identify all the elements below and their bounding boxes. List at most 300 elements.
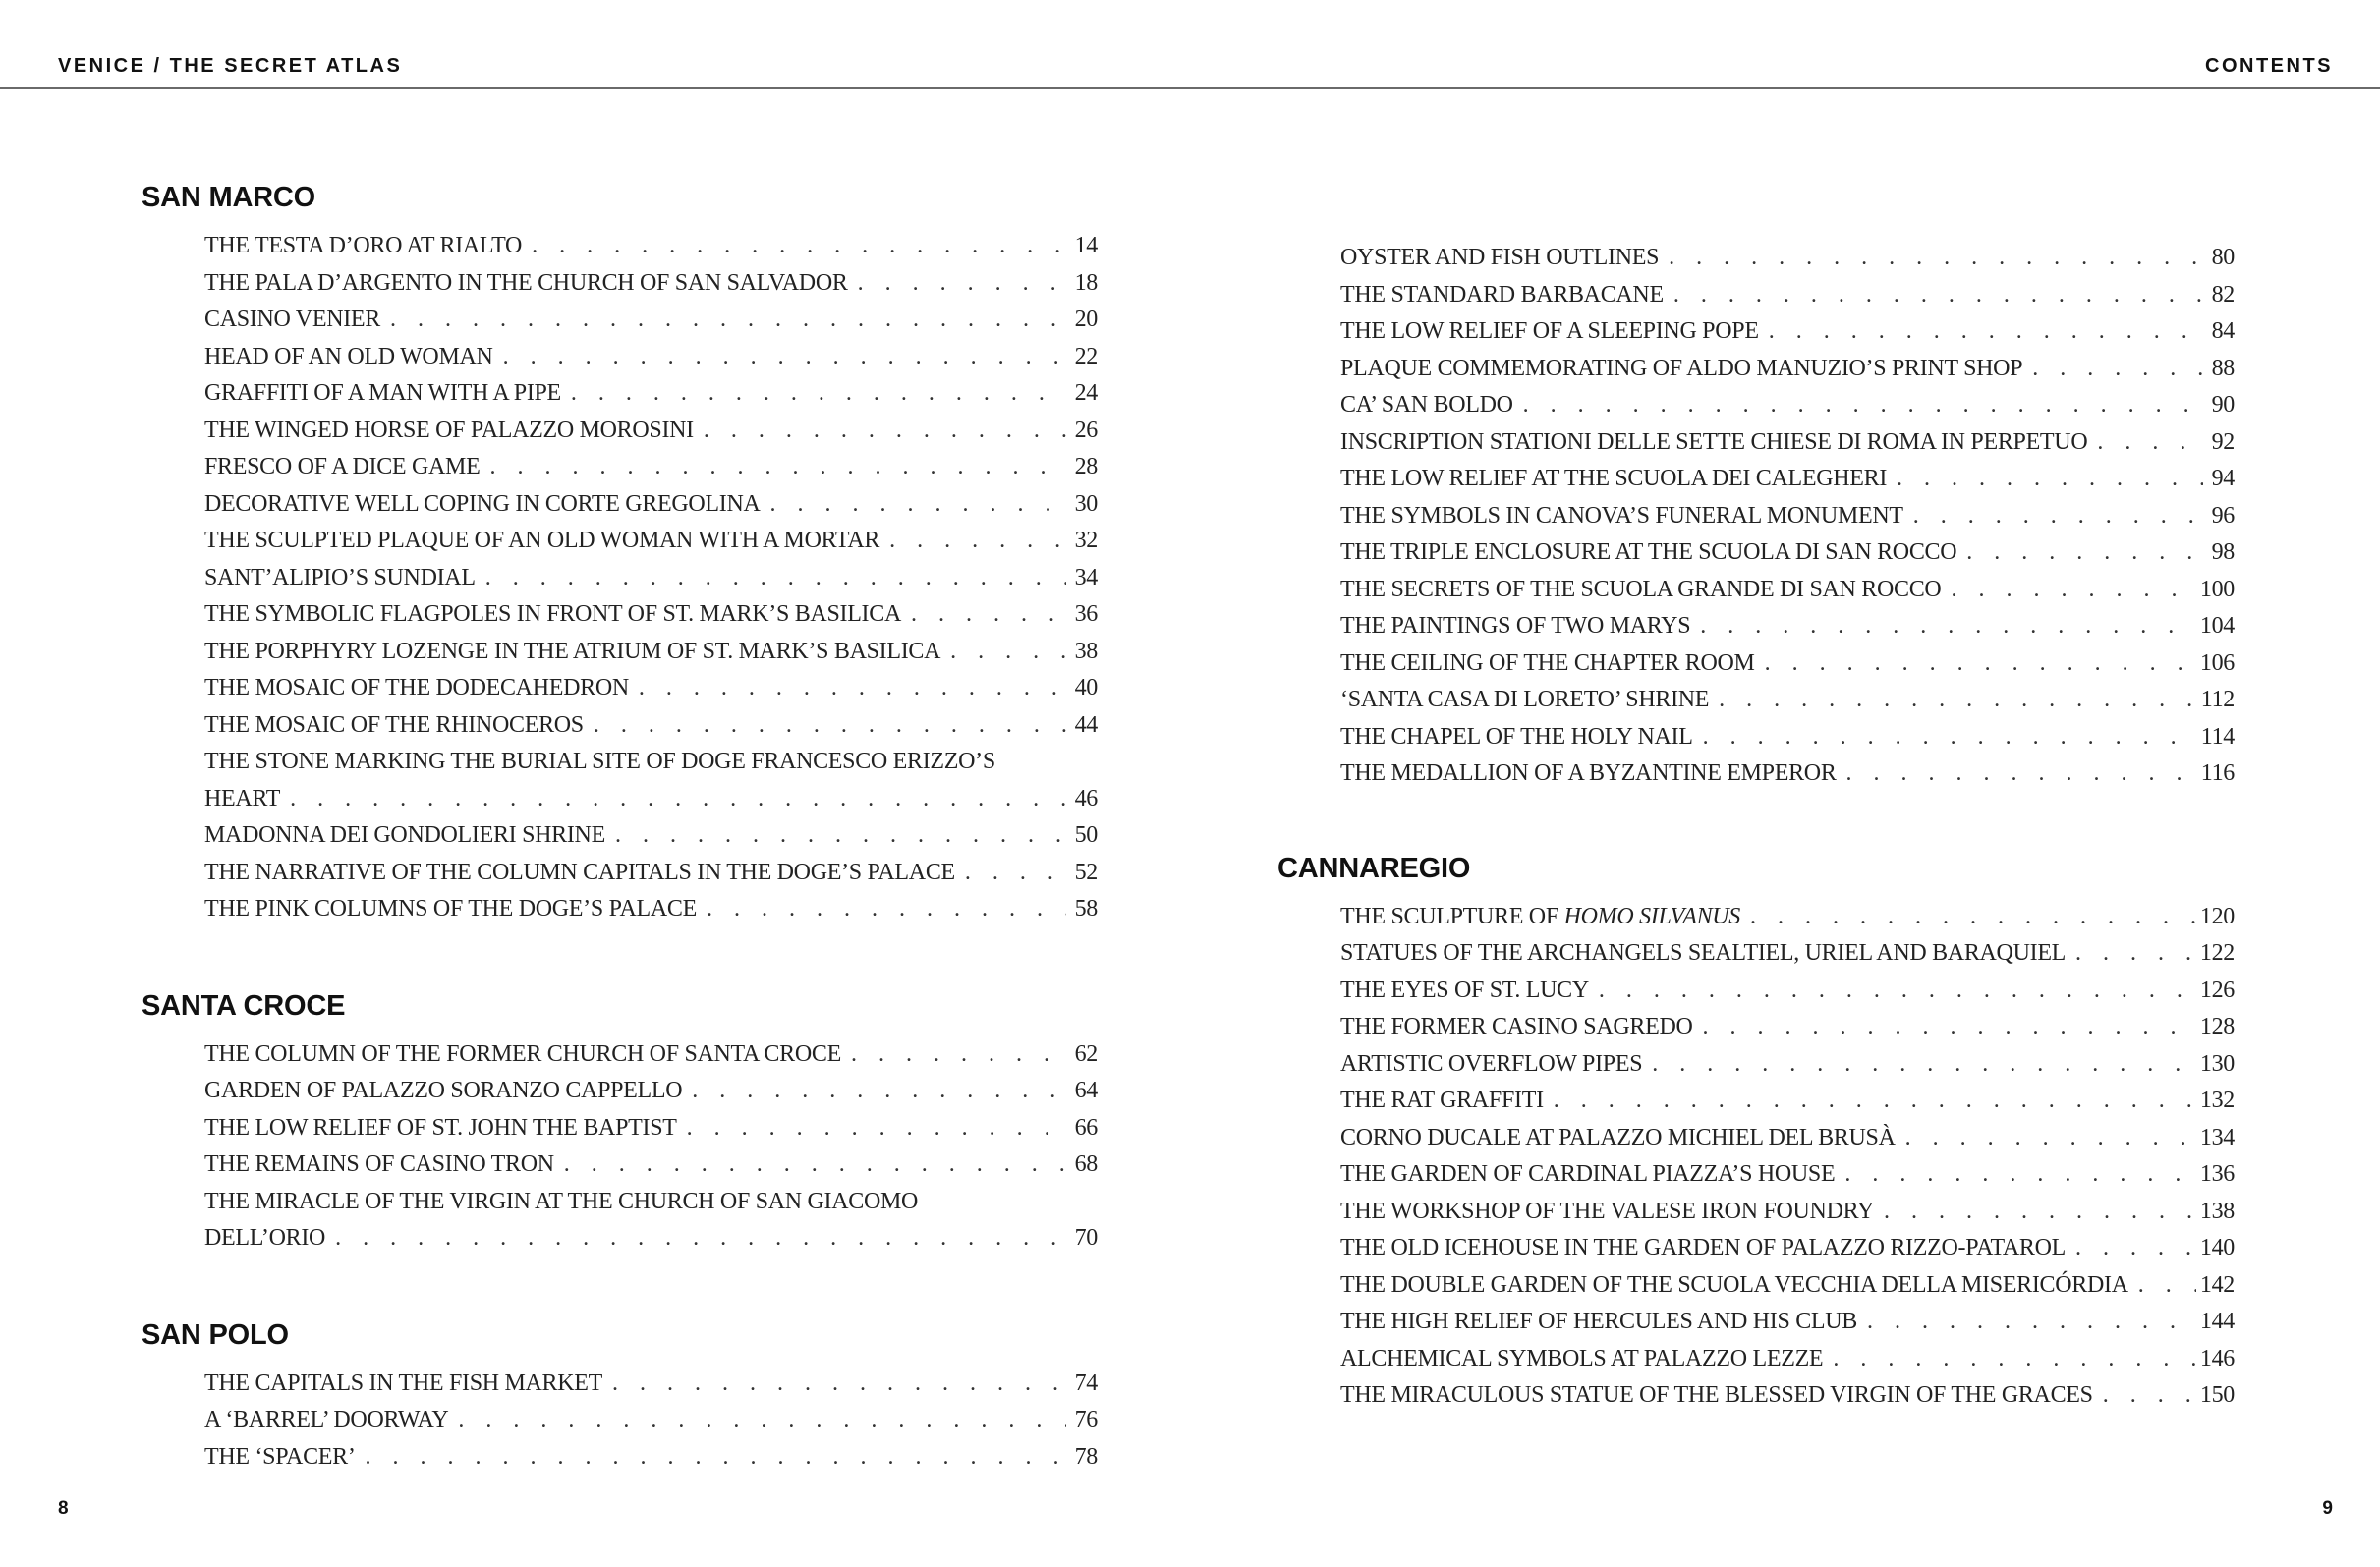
entry-row bbox=[204, 817, 1098, 855]
dot-leader bbox=[1759, 645, 2196, 683]
dot-leader bbox=[1663, 240, 2203, 277]
entry-row bbox=[1340, 1046, 2235, 1084]
entry-title bbox=[204, 1439, 356, 1477]
entry-row bbox=[1340, 682, 2235, 719]
entry-title bbox=[1340, 756, 1837, 793]
entry-title bbox=[204, 1220, 325, 1258]
entry-title-text: A ‘BARREL’ DOORWAY bbox=[204, 1407, 449, 1432]
contents-entry[interactable] bbox=[1340, 1230, 2235, 1267]
contents-entry[interactable] bbox=[204, 265, 1098, 303]
entry-title-text: CORNO DUCALE AT PALAZZO MICHIEL DEL BRUSÀ bbox=[1340, 1124, 1896, 1150]
entry-row bbox=[1340, 935, 2235, 973]
dot-leader bbox=[480, 560, 1066, 597]
contents-entry[interactable] bbox=[204, 523, 1098, 560]
entry-page-number: 122 bbox=[2199, 940, 2235, 966]
entry-page-number: 112 bbox=[2200, 687, 2235, 712]
entry-row bbox=[204, 634, 1098, 671]
entry-page-number: 30 bbox=[1074, 490, 1098, 517]
entry-page-number: 44 bbox=[1074, 711, 1098, 738]
entry-title bbox=[204, 486, 761, 524]
entry-title-text: THE EYES OF ST. LUCY bbox=[1340, 977, 1589, 1003]
entry-row bbox=[204, 265, 1098, 303]
contents-entry[interactable] bbox=[1340, 1194, 2235, 1231]
entry-row bbox=[204, 228, 1098, 265]
dot-leader bbox=[1827, 1341, 2196, 1378]
dot-leader bbox=[1668, 277, 2203, 314]
entry-page-number: 104 bbox=[2199, 613, 2235, 639]
dot-leader bbox=[2069, 1230, 2196, 1267]
contents-entry[interactable] bbox=[1340, 1083, 2235, 1120]
entry-page-number: 106 bbox=[2199, 649, 2235, 676]
entry-row bbox=[1340, 572, 2235, 609]
entry-row bbox=[204, 1073, 1098, 1110]
entry-page-number: 64 bbox=[1074, 1078, 1098, 1103]
entry-row bbox=[204, 670, 1098, 707]
contents-entry[interactable] bbox=[1340, 387, 2235, 424]
entry-title bbox=[1340, 1120, 1896, 1157]
entry-row bbox=[1340, 608, 2235, 645]
entry-page-number: 146 bbox=[2199, 1345, 2235, 1371]
entry-title bbox=[204, 891, 697, 928]
dot-leader bbox=[2097, 1377, 2196, 1415]
entry-title bbox=[1340, 461, 1887, 498]
contents-entry[interactable] bbox=[1340, 719, 2235, 756]
dot-leader bbox=[633, 670, 1066, 707]
entry-title-text: ALCHEMICAL SYMBOLS AT PALAZZO LEZZE bbox=[1340, 1345, 1824, 1371]
entry-title bbox=[204, 413, 694, 450]
entry-title bbox=[1340, 1046, 1642, 1084]
entry-title bbox=[1340, 277, 1664, 314]
dot-leader bbox=[2069, 935, 2196, 973]
dot-leader bbox=[698, 413, 1066, 450]
entry-page-number: 142 bbox=[2199, 1271, 2235, 1298]
contents-entry[interactable] bbox=[1340, 1341, 2235, 1378]
entry-title-text: THE CAPITALS IN THE FISH MARKET bbox=[204, 1370, 603, 1396]
dot-leader bbox=[2091, 424, 2203, 462]
entry-row bbox=[1340, 1194, 2235, 1231]
entry-page-number: 66 bbox=[1074, 1114, 1098, 1141]
entry-page-number: 94 bbox=[2211, 466, 2235, 491]
contents-entry[interactable] bbox=[1340, 756, 2235, 793]
entry-title bbox=[1340, 1341, 1823, 1378]
entry-page-number: 46 bbox=[1074, 785, 1098, 811]
entry-page-number: 140 bbox=[2199, 1235, 2235, 1260]
dot-leader bbox=[701, 891, 1066, 928]
contents-entry[interactable] bbox=[1340, 1009, 2235, 1046]
entry-row bbox=[204, 375, 1098, 413]
entry-title bbox=[1340, 973, 1589, 1010]
entry-page-number: 120 bbox=[2199, 903, 2235, 929]
entry-page-number: 136 bbox=[2199, 1161, 2235, 1187]
dot-leader bbox=[1960, 534, 2203, 572]
entry-row bbox=[1340, 387, 2235, 424]
entry-row bbox=[204, 449, 1098, 486]
entry-title bbox=[1340, 1230, 2066, 1267]
entry-title-text: THE SCULPTED PLAQUE OF AN OLD WOMAN WITH A MORTAR bbox=[204, 528, 880, 553]
contents-entry[interactable] bbox=[204, 891, 1098, 928]
dot-leader bbox=[959, 855, 1066, 892]
entry-title-text: THE ‘SPACER’ bbox=[204, 1443, 356, 1470]
entry-row bbox=[204, 891, 1098, 928]
entry-title-text: THE PORPHYRY LOZENGE IN THE ATRIUM OF ST. MARK’S BASILICA bbox=[204, 638, 941, 664]
entry-title bbox=[204, 228, 522, 265]
dot-leader bbox=[452, 1402, 1066, 1439]
entry-row bbox=[204, 1147, 1098, 1184]
contents-entry[interactable] bbox=[1340, 498, 2235, 535]
dot-leader bbox=[1517, 387, 2203, 424]
contents-entry[interactable] bbox=[204, 1110, 1098, 1147]
entry-title-text: THE LOW RELIEF OF A SLEEPING POPE bbox=[1340, 318, 1759, 344]
entry-page-number: 130 bbox=[2199, 1050, 2235, 1077]
dot-leader bbox=[526, 228, 1066, 265]
entry-title bbox=[204, 560, 476, 597]
entry-row bbox=[204, 707, 1098, 745]
contents-entry[interactable] bbox=[1340, 277, 2235, 314]
entry-row bbox=[1340, 1341, 2235, 1378]
entry-title-text: THE GARDEN OF CARDINAL PIAZZA’S HOUSE bbox=[1340, 1161, 1836, 1187]
entry-title bbox=[204, 449, 480, 486]
entry-title-text: THE REMAINS OF CASINO TRON bbox=[204, 1151, 554, 1177]
entry-title-text: THE MOSAIC OF THE RHINOCEROS bbox=[204, 711, 584, 738]
entry-title-text: THE HIGH RELIEF OF HERCULES AND HIS CLUB bbox=[1340, 1309, 1858, 1334]
entry-title-text: ‘SANTA CASA DI LORETO’ SHRINE bbox=[1340, 687, 1710, 712]
entry-title bbox=[204, 339, 493, 376]
contents-entry[interactable] bbox=[1340, 899, 2235, 936]
contents-entry[interactable] bbox=[204, 670, 1098, 707]
entry-row bbox=[204, 302, 1098, 339]
entry-page-number: 40 bbox=[1074, 675, 1098, 700]
entry-title-text: HEART bbox=[204, 785, 281, 811]
contents-entry[interactable] bbox=[1340, 973, 2235, 1010]
entry-title-text: CA’ SAN BOLDO bbox=[1340, 392, 1513, 418]
dot-leader bbox=[944, 634, 1066, 671]
entry-title-text: DELL’ORIO bbox=[204, 1225, 326, 1251]
entry-title bbox=[204, 1073, 682, 1110]
entry-page-number: 62 bbox=[1074, 1040, 1098, 1067]
entry-page-number: 88 bbox=[2211, 355, 2235, 381]
contents-entry[interactable] bbox=[1340, 1304, 2235, 1341]
entry-title bbox=[1340, 572, 1941, 609]
dot-leader bbox=[1945, 572, 2195, 609]
entry-page-number: 116 bbox=[2200, 760, 2235, 786]
contents-entry[interactable] bbox=[1340, 645, 2235, 683]
entry-title bbox=[204, 817, 605, 855]
contents-entry[interactable] bbox=[204, 1184, 1098, 1258]
entry-title bbox=[1340, 645, 1755, 683]
entry-page-number: 70 bbox=[1074, 1225, 1098, 1251]
contents-entry[interactable] bbox=[1340, 1267, 2235, 1305]
entry-title-text: STATUES OF THE ARCHANGELS SEALTIEL, URIEL AND BARAQUIEL bbox=[1340, 940, 2067, 966]
contents-entry[interactable] bbox=[204, 1073, 1098, 1110]
entry-row bbox=[1340, 1083, 2235, 1120]
dot-leader bbox=[1593, 973, 2196, 1010]
entry-row bbox=[204, 1366, 1098, 1403]
contents-entry[interactable] bbox=[204, 339, 1098, 376]
entry-list bbox=[1340, 899, 2235, 1415]
entry-page-number: 36 bbox=[1074, 601, 1098, 627]
entry-title-text: THE STANDARD BARBACANE bbox=[1340, 281, 1664, 308]
entry-row bbox=[1340, 313, 2235, 351]
entry-title-text: THE LOW RELIEF AT THE SCUOLA DEI CALEGHERI bbox=[1340, 466, 1888, 491]
entry-row bbox=[204, 339, 1098, 376]
entry-list bbox=[204, 1366, 1098, 1477]
entry-page-number: 20 bbox=[1074, 307, 1098, 332]
entry-page-number: 24 bbox=[1074, 380, 1098, 406]
entry-row bbox=[204, 596, 1098, 634]
contents-entry[interactable] bbox=[1340, 534, 2235, 572]
section-heading: SAN MARCO bbox=[142, 182, 316, 213]
entry-row bbox=[1340, 899, 2235, 936]
entry-title-text: THE CEILING OF THE CHAPTER ROOM bbox=[1340, 649, 1755, 676]
entry-row bbox=[204, 486, 1098, 524]
entry-title bbox=[1340, 1009, 1693, 1046]
dot-leader bbox=[609, 817, 1066, 855]
contents-right-column bbox=[1277, 240, 2235, 1415]
section-spacer bbox=[1277, 793, 2235, 850]
entry-title-text: THE DOUBLE GARDEN OF THE SCUOLA VECCHIA DELLA MISERICÓRDIA bbox=[1340, 1271, 2128, 1298]
section-spacer bbox=[142, 1258, 1098, 1316]
dot-leader bbox=[2026, 351, 2203, 388]
contents-entry[interactable] bbox=[204, 707, 1098, 745]
dot-leader bbox=[1697, 1009, 2196, 1046]
entry-title bbox=[1340, 424, 2087, 462]
entry-title-text: GARDEN OF PALAZZO SORANZO CAPPELLO bbox=[204, 1078, 683, 1103]
contents-entry[interactable] bbox=[1340, 313, 2235, 351]
dot-leader bbox=[1861, 1304, 2196, 1341]
entry-row bbox=[1340, 424, 2235, 462]
dot-leader bbox=[284, 781, 1066, 818]
dot-leader bbox=[686, 1073, 1066, 1110]
contents-entry[interactable] bbox=[1340, 1377, 2235, 1415]
entry-row bbox=[204, 1402, 1098, 1439]
entry-title-text: THE SECRETS OF THE SCUOLA GRANDE DI SAN ROCCO bbox=[1340, 576, 1942, 602]
entry-title bbox=[1340, 534, 1956, 572]
dot-leader bbox=[1646, 1046, 2196, 1084]
dot-leader bbox=[1763, 313, 2203, 351]
entry-title bbox=[204, 634, 940, 671]
entry-title-text: PLAQUE COMMEMORATING OF ALDO MANUZIO’S PRINT SHOP bbox=[1340, 355, 2023, 381]
entry-title bbox=[204, 375, 561, 413]
contents-left-column bbox=[142, 179, 1098, 1476]
contents-entry[interactable] bbox=[204, 634, 1098, 671]
contents-entry[interactable] bbox=[204, 302, 1098, 339]
entry-page-number: 90 bbox=[2211, 392, 2235, 418]
entry-title bbox=[1340, 1083, 1544, 1120]
entry-title bbox=[204, 1366, 602, 1403]
dot-leader bbox=[360, 1439, 1066, 1477]
entry-row bbox=[1340, 973, 2235, 1010]
entry-page-number: 132 bbox=[2199, 1088, 2235, 1113]
entry-title-text: THE TRIPLE ENCLOSURE AT THE SCUOLA DI SAN ROCCO bbox=[1340, 539, 1957, 565]
entry-title-text: GRAFFITI OF A MAN WITH A PIPE bbox=[204, 380, 561, 406]
entry-page-number: 82 bbox=[2211, 281, 2235, 308]
running-head-left: VENICE / THE SECRET ATLAS bbox=[58, 55, 403, 77]
entry-page-number: 144 bbox=[2199, 1309, 2235, 1334]
entry-title-text: THE SYMBOLS IN CANOVA’S FUNERAL MONUMENT bbox=[1340, 502, 1903, 529]
entry-row bbox=[1340, 1120, 2235, 1157]
dot-leader bbox=[497, 339, 1066, 376]
entry-page-number: 80 bbox=[2211, 245, 2235, 270]
entry-page-number: 84 bbox=[2211, 318, 2235, 344]
entry-row bbox=[1340, 756, 2235, 793]
contents-entry[interactable] bbox=[204, 1147, 1098, 1184]
contents-entry[interactable] bbox=[204, 375, 1098, 413]
dot-leader bbox=[1841, 756, 2197, 793]
entry-title-italic: HOMO SILVANUS bbox=[1563, 903, 1741, 929]
entry-page-number: 32 bbox=[1074, 528, 1098, 553]
entry-title-text: DECORATIVE WELL COPING IN CORTE GREGOLINA bbox=[204, 490, 761, 517]
entry-title bbox=[204, 523, 879, 560]
dot-leader bbox=[588, 707, 1066, 745]
entry-row bbox=[1340, 351, 2235, 388]
entry-title-text: THE PAINTINGS OF TWO MARYS bbox=[1340, 613, 1691, 639]
entry-list bbox=[204, 228, 1098, 928]
contents-entry[interactable] bbox=[1340, 682, 2235, 719]
entry-row bbox=[1340, 1230, 2235, 1267]
entry-title-text: MADONNA DEI GONDOLIERI SHRINE bbox=[204, 822, 605, 848]
dot-leader bbox=[883, 523, 1066, 560]
entry-title-line: THE MIRACLE OF THE VIRGIN AT THE CHURCH OF SAN GIACOMO bbox=[204, 1188, 919, 1214]
entry-row bbox=[204, 1220, 1098, 1258]
entry-title-line: THE STONE MARKING THE BURIAL SITE OF DOGE FRANCESCO ERIZZO’S bbox=[204, 749, 995, 774]
dot-leader bbox=[905, 596, 1066, 634]
entry-title bbox=[1340, 1377, 2093, 1415]
contents-entry[interactable] bbox=[204, 413, 1098, 450]
entry-page-number: 114 bbox=[2200, 723, 2235, 750]
entry-title bbox=[204, 265, 848, 303]
running-head-right: CONTENTS bbox=[2205, 55, 2333, 77]
dot-leader bbox=[2132, 1267, 2196, 1305]
entry-title-text: THE TESTA D’ORO AT RIALTO bbox=[204, 233, 523, 258]
entry-title bbox=[204, 1036, 841, 1074]
contents-entry[interactable] bbox=[1340, 1156, 2235, 1194]
dot-leader bbox=[1839, 1156, 2196, 1194]
entry-title bbox=[1340, 387, 1513, 424]
contents-entry[interactable] bbox=[204, 744, 1098, 817]
contents-entry[interactable] bbox=[204, 1366, 1098, 1403]
dot-leader bbox=[845, 1036, 1066, 1074]
contents-entry[interactable] bbox=[204, 1036, 1098, 1074]
entry-title-text: THE WORKSHOP OF THE VALESE IRON FOUNDRY bbox=[1340, 1198, 1875, 1224]
entry-title-text: THE FORMER CASINO SAGREDO bbox=[1340, 1014, 1693, 1039]
dot-leader bbox=[1548, 1083, 2196, 1120]
contents-entry[interactable] bbox=[1340, 351, 2235, 388]
entry-title bbox=[204, 1402, 448, 1439]
dot-leader bbox=[483, 449, 1066, 486]
entry-title bbox=[1340, 1304, 1857, 1341]
entry-page-number: 26 bbox=[1074, 417, 1098, 443]
entry-title-text: THE MIRACULOUS STATUE OF THE BLESSED VIRGIN OF THE GRACES bbox=[1340, 1382, 2093, 1408]
dot-leader bbox=[606, 1366, 1066, 1403]
entry-page-number: 126 bbox=[2199, 977, 2235, 1003]
entry-row bbox=[204, 1439, 1098, 1477]
entry-title-text: FRESCO OF A DICE GAME bbox=[204, 454, 481, 479]
entry-row bbox=[1340, 240, 2235, 277]
entry-title-text: THE CHAPEL OF THE HOLY NAIL bbox=[1340, 723, 1693, 750]
entry-page-number: 150 bbox=[2199, 1382, 2235, 1408]
contents-entry[interactable] bbox=[204, 1402, 1098, 1439]
contents-entry[interactable] bbox=[204, 1439, 1098, 1477]
entry-row bbox=[1340, 1304, 2235, 1341]
dot-leader bbox=[384, 302, 1066, 339]
entry-row bbox=[1340, 1377, 2235, 1415]
contents-entry[interactable] bbox=[1340, 1120, 2235, 1157]
dot-leader bbox=[1744, 899, 2196, 936]
contents-entry[interactable] bbox=[204, 596, 1098, 634]
entry-list bbox=[204, 1036, 1098, 1258]
page-number-right: 9 bbox=[2322, 1498, 2333, 1519]
section-heading: CANNAREGIO bbox=[1277, 852, 1471, 884]
entry-title bbox=[204, 302, 380, 339]
section-heading: SANTA CROCE bbox=[142, 989, 346, 1022]
entry-title bbox=[1340, 351, 2022, 388]
entry-row bbox=[204, 560, 1098, 597]
entry-row bbox=[1340, 719, 2235, 756]
entry-title bbox=[1340, 935, 2066, 973]
contents-entry[interactable] bbox=[1340, 1046, 2235, 1084]
entry-title bbox=[1340, 1267, 2128, 1305]
dot-leader bbox=[681, 1110, 1066, 1147]
entry-page-number: 52 bbox=[1074, 859, 1098, 885]
entry-title bbox=[204, 707, 584, 745]
contents-entry[interactable] bbox=[1340, 935, 2235, 973]
dot-leader bbox=[1891, 461, 2203, 498]
dot-leader bbox=[852, 265, 1066, 303]
entry-title-text: THE WINGED HORSE OF PALAZZO MOROSINI bbox=[204, 417, 694, 443]
entry-page-number: 98 bbox=[2211, 539, 2235, 565]
entry-page-number: 50 bbox=[1074, 822, 1098, 848]
dot-leader bbox=[329, 1220, 1066, 1258]
contents-entry[interactable] bbox=[1340, 461, 2235, 498]
dot-leader bbox=[558, 1147, 1066, 1184]
entry-title-text: THE PINK COLUMNS OF THE DOGE’S PALACE bbox=[204, 896, 697, 922]
entry-title-text: HEAD OF AN OLD WOMAN bbox=[204, 343, 493, 369]
entry-title bbox=[1340, 608, 1690, 645]
contents-entry[interactable] bbox=[1340, 424, 2235, 462]
entry-row bbox=[1340, 534, 2235, 572]
contents-entry[interactable] bbox=[204, 817, 1098, 855]
entry-title bbox=[1340, 899, 1740, 936]
contents-entry[interactable] bbox=[1340, 572, 2235, 609]
entry-title-text: CASINO VENIER bbox=[204, 307, 380, 332]
dot-leader bbox=[565, 375, 1066, 413]
entry-title bbox=[1340, 498, 1903, 535]
entry-title-text: THE MOSAIC OF THE DODECAHEDRON bbox=[204, 675, 629, 700]
entry-page-number: 58 bbox=[1074, 896, 1098, 922]
entry-page-number: 28 bbox=[1074, 454, 1098, 479]
contents-entry[interactable] bbox=[204, 560, 1098, 597]
entry-row bbox=[204, 855, 1098, 892]
contents-entry[interactable] bbox=[204, 486, 1098, 524]
entry-title-text: THE OLD ICEHOUSE IN THE GARDEN OF PALAZZO RIZZO-PATAROL bbox=[1340, 1235, 2067, 1260]
entry-title-text: INSCRIPTION STATIONI DELLE SETTE CHIESE DI ROMA IN PERPETUO bbox=[1340, 428, 2088, 455]
entry-title bbox=[204, 1110, 677, 1147]
entry-row bbox=[1340, 645, 2235, 683]
entry-title bbox=[1340, 240, 1659, 277]
entry-page-number: 100 bbox=[2199, 576, 2235, 602]
dot-leader bbox=[1697, 719, 2197, 756]
entry-page-number: 18 bbox=[1074, 269, 1098, 296]
contents-entry[interactable] bbox=[1340, 608, 2235, 645]
contents-entry[interactable] bbox=[204, 855, 1098, 892]
contents-entry[interactable] bbox=[204, 228, 1098, 265]
contents-entry[interactable] bbox=[1340, 240, 2235, 277]
entry-row bbox=[204, 1036, 1098, 1074]
entry-row bbox=[204, 523, 1098, 560]
contents-entry[interactable] bbox=[204, 449, 1098, 486]
entry-row bbox=[1340, 498, 2235, 535]
entry-title bbox=[204, 670, 629, 707]
